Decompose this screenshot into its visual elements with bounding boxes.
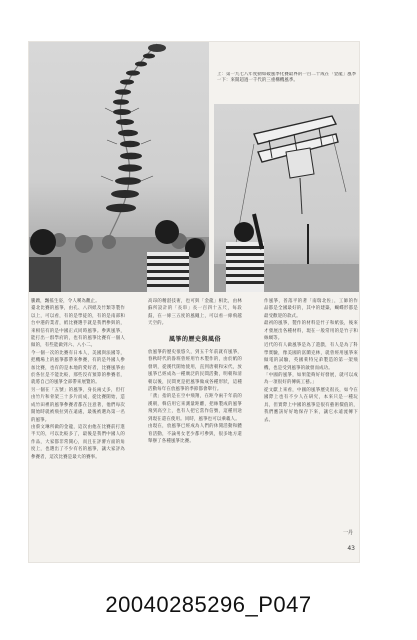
paragraph: 臺北比賽的風箏，由孔、八四紙及竹類等製作以上，可以看，有的是學徒的，有的是南部和台中港的業者，紙比賽選手就是我們參與的，來相信有的是中國正式同時風箏。參與風箏，能打出一群學府的，也有的風箏比賽有一個人做的，有些能做到六、八小二。 xyxy=(31,306,125,349)
text-column-1 xyxy=(31,298,125,548)
paragraph: 「中國的風箏，如果能夠好好發展，就可以成為一項很好的傳統工藝。」 xyxy=(264,373,358,386)
text-column-2 xyxy=(148,298,242,548)
dragon-kite-illustration xyxy=(29,42,209,292)
paragraph: 近代的有人做風箏是為了遊戲，有人是為了科學實驗，像美國的富蘭克林，就曾經用風箏來做電的試驗，英國萊特兄弟製造的第一架飛機，也是受到風箏的啟發而成功。 xyxy=(264,343,358,371)
paragraph: 最初的風箏，製作的材料是竹子和紙張，後來才發展出各種材料，現在一般常用的是竹子和絲綢等。 xyxy=(264,321,358,342)
paragraph: 從文獻上來看，中國的風箏歷史很長，如今在國際上也有不少人在研究，本來只是一種玩具，但實際上中國的風箏是很有藝術價值的，我們應該好好地保存下來，讓它永遠流傳下去。 xyxy=(264,387,358,423)
dragon-kite-photo xyxy=(29,42,209,292)
paragraph: 作風箏，普落平的著「南瑞北佐」，工師的作品都是全國最好的，其中的建築，蝴蝶形都是最受歡迎的款式。 xyxy=(264,299,358,319)
photo-caption: 上：第一九七八年度動如破風季化賽最界的一百二十成在「金龍」風季一下：來開超過一千代的三重構機風季。 xyxy=(217,72,357,84)
paragraph: 今一個一次的比賽有日本人，美國與法國等，把機場上的風箏都帶來參賽，有的是外國人參加比賽，也有的是本地的愛好者，比賽風箏由於各位是不能比較，那些沒有預算的參賽者，就將自己的風箏全部帶來展覽的。 xyxy=(31,350,125,386)
paragraph: 另一個在「五號」的風箏，身長兩丈多，但打由竹片和骨架三十多片而成，從比賽開始，造成竹田裡的風箏參賽者都在注意著，他們每次開始時就被飛拉到在遠處，最後被選為第一名的風箏。 xyxy=(31,387,125,423)
archive-image-id: 20040285296_P047 xyxy=(105,592,312,617)
paragraph: 放風箏的歷史很悠久，到五千年前就有風箏，春秋時代的魯班曾經用竹木製作的，由於紙的發明，從漢代開始使用，直到唐朝和宋代，放風箏已經成為一種廣泛的民間活動，明朝和清朝以後，民間更是把風箏做成各種形狀，這種活動每年在放風箏的季節都會舉行。 xyxy=(148,350,242,393)
paragraph: 高昂的精湛技術，也可與「金龍」相比，由林蘇所設計的「長串」長一百四十五尺，每段鼓，在一條三五度的風繩上，可以看一條飛越天空的。 xyxy=(148,299,242,327)
paragraph: 「鳶」指的是在空中飛翔，在距今兩千年前的漢朝，韓信用它來測量距離，把絲製成的風箏飛到高空上，也有人把它當作信號，這種用途到現在還在使用。同時，風箏也可以乘載人。 xyxy=(148,394,242,422)
paragraph: 由現在，放風箏已經成為人們的休閒活動和體育活動，不論男女老少都可參與，很多地方還舉辦了各種風箏比賽。 xyxy=(148,424,242,444)
page-number: 43 xyxy=(347,545,355,552)
author-byline: 一丹 xyxy=(342,530,353,536)
biplane-kite-photo xyxy=(214,104,359,292)
biplane-kite-illustration xyxy=(214,104,359,292)
text-column-3 xyxy=(264,298,358,548)
paragraph: 騰踴，飄搖生姿，令人嘆為觀止。 xyxy=(31,299,100,304)
paragraph: 由蔡文琳所做的金龍，這次由他在比賽前打進半天的，可以比較多了，最後是我們中國人的作品，大家都非常開心，而且在評審方面的角度上，也選出了不少有名的風箏，讓大家評為參賽者，這次比賽是最大的賽事。 xyxy=(31,424,125,460)
magazine-page xyxy=(29,42,359,562)
section-heading: 風箏的歷史與風俗 xyxy=(168,335,221,343)
